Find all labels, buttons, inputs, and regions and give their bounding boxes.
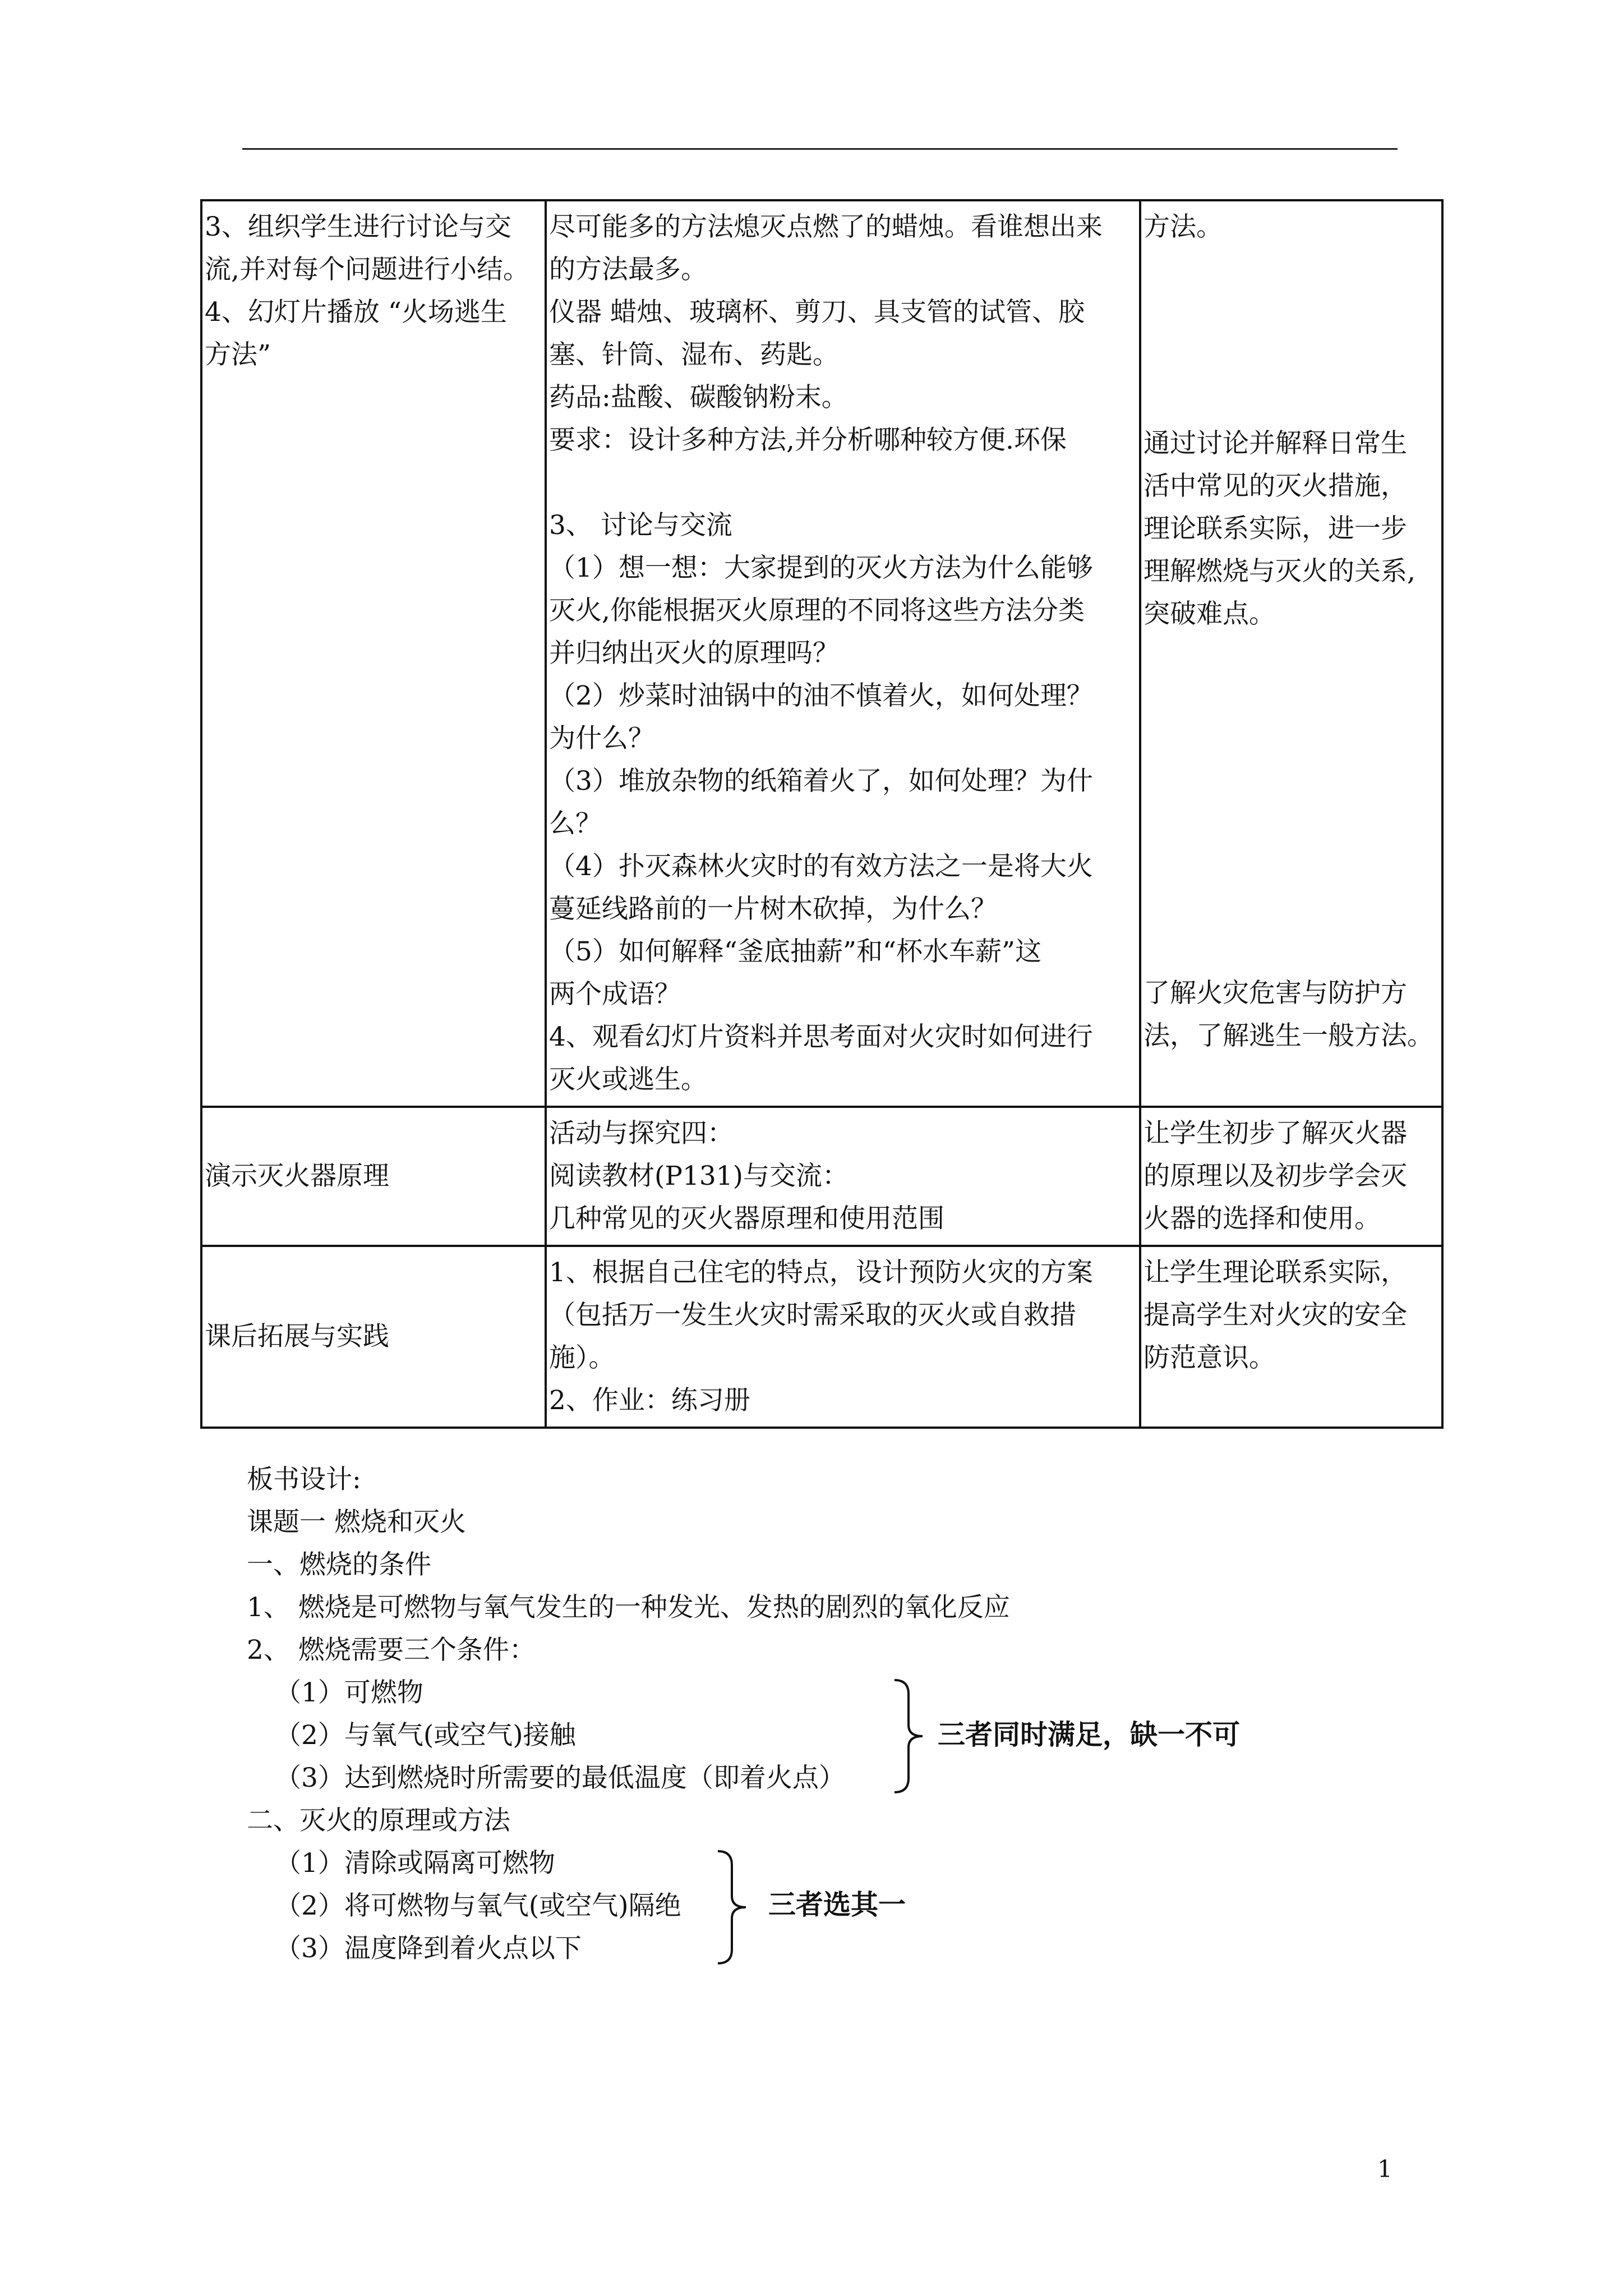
student-activity-cell — [546, 1246, 1140, 1428]
cell-line: 几种常见的灭火器原理和使用范围 — [549, 1203, 944, 1234]
conditions-note: 三者同时满足，缺一不可 — [938, 1719, 1241, 1751]
cell-line: 为什么？ — [549, 723, 654, 754]
condition-item: （1）可燃物 — [275, 1677, 423, 1708]
cell-line: 法，了解逃生一般方法。 — [1144, 1020, 1433, 1051]
cell-line: （2）炒菜时油锅中的油不慎着火，如何处理？ — [549, 680, 1093, 711]
cell-line: 蔓延线路前的一片树木砍掉，为什么？ — [549, 894, 997, 924]
cell-line: 让学生初步了解灭火器 — [1144, 1118, 1407, 1149]
cell-line: 药品:盐酸、碳酸钠粉末。 — [549, 382, 848, 413]
cell-line: 灭火,你能根据灭火原理的不同将这些方法分类 — [549, 595, 1085, 626]
cell-line: 施）。 — [549, 1342, 615, 1373]
condition-item: （2）与氧气(或空气)接触 — [275, 1720, 576, 1751]
cell-line: （4）扑灭森林火灾时的有效方法之一是将大火 — [549, 851, 1093, 882]
board-heading: 板书设计: — [247, 1464, 361, 1495]
cell-line: 了解火灾危害与防护方 — [1144, 978, 1407, 1009]
cell-line: 4、幻灯片播放 “火场逃生 — [205, 297, 507, 328]
method-item: （1）清除或隔离可燃物 — [275, 1848, 555, 1879]
cell-line: 仪器 蜡烛、玻璃杯、剪刀、具支管的试管、胶 — [549, 297, 1085, 328]
header-rule — [242, 148, 1398, 150]
cell-line: 的原理以及初步学会灭 — [1144, 1161, 1407, 1191]
cell-line: 流,并对每个问题进行小结。 — [205, 254, 529, 285]
cell-line: 突破难点。 — [1144, 599, 1275, 629]
method-item: （2）将可燃物与氧气(或空气)隔绝 — [275, 1890, 681, 1921]
cell-line: 灭火或逃生。 — [549, 1064, 707, 1095]
cell-line: 2、作业：练习册 — [549, 1385, 750, 1416]
methods-note: 三者选其一 — [768, 1889, 906, 1921]
cell-line: 让学生理论联系实际， — [1144, 1257, 1407, 1288]
cell-line: 3、组织学生进行讨论与交 — [205, 211, 511, 242]
section-title: 二、灭火的原理或方法 — [247, 1805, 510, 1836]
cell-line: 理论联系实际，进一步 — [1144, 513, 1407, 544]
cell-line: 4、观看幻灯片资料并思考面对火灾时如何进行 — [549, 1022, 1093, 1052]
activity-cell — [201, 1107, 546, 1246]
cell-line: 么？ — [549, 808, 602, 839]
table-row — [201, 1107, 1442, 1246]
cell-line: 要求：设计多种方法,并分析哪种较方便.环保 — [549, 425, 1067, 455]
cell-line: （1）想一想：大家提到的灭火方法为什么能够 — [549, 553, 1093, 583]
cell-line: 防范意识。 — [1144, 1342, 1275, 1373]
cell-line: （3）堆放杂物的纸箱着火了，如何处理？为什 — [549, 766, 1093, 797]
cell-line: 提高学生对火灾的安全 — [1144, 1300, 1407, 1331]
cell-line: 演示灭火器原理 — [205, 1161, 389, 1191]
table-row — [201, 1246, 1442, 1428]
spacer — [549, 462, 1137, 504]
board-topic: 课题一 燃烧和灭火 — [247, 1507, 466, 1538]
cell-line: 3、 讨论与交流 — [549, 510, 732, 541]
cell-line: （5）如何解释“釜底抽薪”和“杯水车薪”这 — [549, 936, 1042, 967]
methods-brace — [715, 1848, 749, 1966]
lesson-table — [200, 199, 1444, 1429]
student-activity-cell — [546, 200, 1140, 1107]
cell-line: 方法。 — [1144, 211, 1223, 242]
cell-line: 理解燃烧与灭火的关系, — [1144, 556, 1415, 587]
student-activity-cell — [546, 1107, 1140, 1246]
cell-line: 活动与探究四： — [549, 1118, 734, 1149]
section-title: 一、燃烧的条件 — [247, 1549, 431, 1580]
cell-line: 并归纳出灭火的原理吗？ — [549, 638, 839, 669]
board-item: 2、 燃烧需要三个条件： — [247, 1635, 536, 1665]
cell-line: 两个成语？ — [549, 979, 681, 1010]
method-item: （3）温度降到着火点以下 — [275, 1933, 582, 1964]
cell-line: 1、根据自己住宅的特点，设计预防火灾的方案 — [549, 1257, 1093, 1288]
cell-line: 通过讨论并解释日常生 — [1144, 428, 1407, 459]
cell-line: 方法” — [205, 339, 271, 370]
board-item: 1、 燃烧是可燃物与氧气发生的一种发光、发热的剧烈的氧化反应 — [247, 1592, 1010, 1623]
design-intent-cell — [1140, 1107, 1442, 1246]
cell-line: （包括万一发生火灾时需采取的灭火或自救措 — [549, 1300, 1076, 1331]
design-intent-cell — [1140, 200, 1442, 1107]
design-intent-cell — [1140, 1246, 1442, 1428]
conditions-brace — [892, 1677, 925, 1795]
page-number: 1 — [1377, 2155, 1393, 2183]
spacer — [1144, 636, 1439, 972]
spacer — [1144, 249, 1439, 422]
cell-line: 塞、针筒、湿布、药匙。 — [549, 339, 839, 370]
cell-line: 的方法最多。 — [549, 254, 707, 285]
table-row — [201, 200, 1442, 1107]
activity-cell — [201, 200, 546, 1107]
cell-line: 阅读教材(P131)与交流： — [549, 1161, 849, 1191]
activity-cell — [201, 1246, 546, 1428]
condition-item: （3）达到燃烧时所需要的最低温度（即着火点） — [275, 1763, 845, 1793]
cell-line: 尽可能多的方法熄灭点燃了的蜡烛。看谁想出来 — [549, 211, 1103, 242]
cell-line: 火器的选择和使用。 — [1144, 1203, 1381, 1234]
cell-line: 活中常见的灭火措施， — [1144, 471, 1407, 501]
cell-line: 课后拓展与实践 — [205, 1321, 389, 1352]
